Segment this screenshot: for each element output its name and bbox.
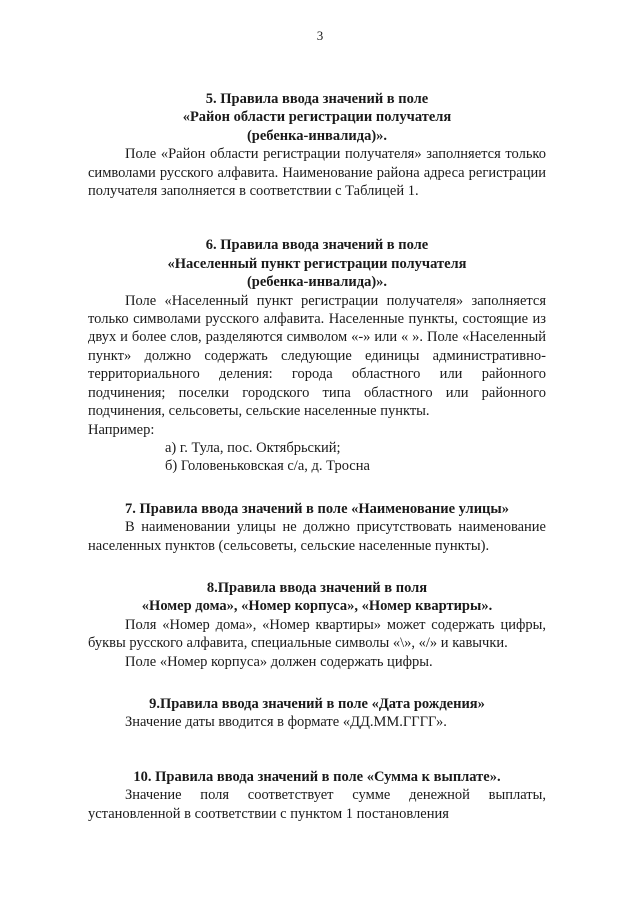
section-5 bbox=[88, 90, 546, 200]
section-6-title-line-2: «Населенный пункт регистрации получателя bbox=[167, 255, 467, 272]
section-6 bbox=[88, 236, 546, 475]
example-label: Например: bbox=[88, 421, 155, 438]
example-item-b: б) Головеньковская с/а, д. Тросна bbox=[165, 458, 370, 475]
section-6-title bbox=[88, 236, 546, 291]
section-8-title bbox=[88, 579, 546, 616]
section-5-title-line-3: (ребенка-инвалида)». bbox=[246, 127, 388, 144]
section-6-title-line-1: 6. Правила ввода значений в поле bbox=[205, 237, 429, 254]
section-5-title-line-1: 5. Правила ввода значений в поле bbox=[205, 91, 429, 107]
example-item-a: а) г. Тула, пос. Октябрьский; bbox=[165, 439, 341, 456]
section-8-paragraph-1: Поля «Номер дома», «Номер квартиры» может содержать цифры, буквы русского алфавита, специальные символы «\», «/» и кавычки. bbox=[88, 616, 546, 652]
document-body bbox=[88, 90, 546, 823]
section-5-title-line-2: «Район области регистрации получателя bbox=[182, 109, 452, 126]
section-6-paragraph: Поле «Населенный пункт регистрации получателя» заполняется только символами русского алфавита. Населенные пункты, состоящие из двух и более слов, разделяются символом «-» или « ». Поле «Населенный пункт» должно содержать следующие единицы административно-территориального деления: города областного или районного подчинения; поселки городского типа областного или районного подчинения, сельсоветы, сельские населенные пункты. bbox=[88, 292, 546, 420]
section-8-title-line-2: «Номер дома», «Номер корпуса», «Номер квартиры». bbox=[141, 598, 493, 615]
section-10 bbox=[88, 768, 546, 823]
section-9-title: 9.Правила ввода значений в поле «Дата рождения» bbox=[149, 695, 485, 712]
page-number: 3 bbox=[316, 28, 324, 43]
section-7-title: 7. Правила ввода значений в поле «Наименование улицы» bbox=[125, 500, 509, 517]
section-10-title: 10. Правила ввода значений в поле «Сумма к выплате». bbox=[133, 768, 501, 785]
section-9 bbox=[88, 695, 546, 732]
section-5-title bbox=[88, 90, 546, 145]
section-7-paragraph: В наименовании улицы не должно присутствовать наименование населенных пунктов (сельсоветы, сельские населенные пункты). bbox=[88, 519, 546, 554]
section-8-title-line-1: 8.Правила ввода значений в поля bbox=[206, 579, 428, 596]
section-6-title-line-3: (ребенка-инвалида)». bbox=[246, 274, 388, 291]
section-7 bbox=[88, 500, 546, 555]
section-8-paragraph-2: Поле «Номер корпуса» должен содержать цифры. bbox=[125, 653, 433, 670]
section-8 bbox=[88, 579, 546, 671]
section-9-paragraph: Значение даты вводится в формате «ДД.ММ.ГГГГ». bbox=[125, 714, 447, 731]
section-5-paragraph: Поле «Район области регистрации получателя» заполняется только символами русского алфавита. Наименование района адреса регистрации получателя заполняется в соответствии с Таблицей 1. bbox=[88, 146, 546, 200]
section-10-paragraph: Значение поля соответствует сумме денежной выплаты, установленной в соответствии с пунктом 1 постановления bbox=[88, 787, 546, 822]
